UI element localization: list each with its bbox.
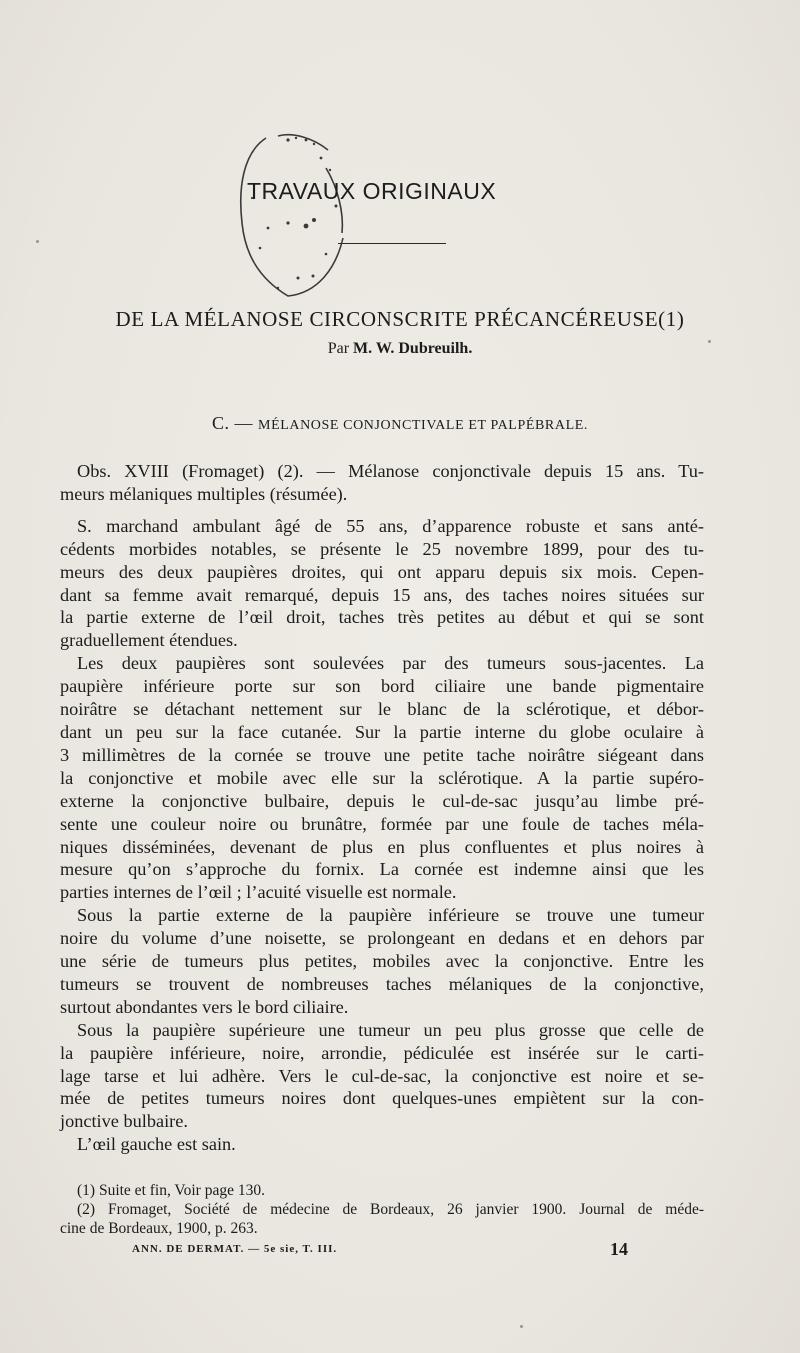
body-line: surtout abondantes vers le bord ciliaire. — [60, 996, 349, 1017]
body-line: S. marchand ambulant âgé de 55 ans, d’apparence robuste et sans anté- — [77, 515, 704, 536]
section-title: TRAVAUX ORIGINAUX — [247, 178, 497, 204]
subheading-prefix: C. — — [212, 413, 254, 433]
body-line: parties internes de l’œil ; l’acuité visuelle est normale. — [60, 882, 457, 903]
footnote: (1) Suite et fin, Voir page 130. — [77, 1182, 265, 1199]
body-line: meurs des deux paupières droites, qui ont apparu depuis six mois. Cepen- — [60, 561, 704, 582]
body-line: jonctive bulbaire. — [60, 1111, 188, 1132]
footnotes — [60, 1181, 704, 1238]
body-line: Les deux paupières sont soulevées par des tumeurs sous-jacentes. La — [77, 653, 704, 674]
body-line: dant sa femme avait remarqué, depuis 15 ans, des taches noires situées sur — [60, 584, 704, 605]
body-line: sente une couleur noire ou brunâtre, formée par une foule de taches méla- — [60, 813, 704, 834]
page-number: 14 — [610, 1239, 628, 1259]
body-line: noirâtre se détachant nettement sur le blanc de la sclérotique, et débor- — [60, 699, 704, 720]
subheading — [0, 413, 800, 434]
body-line: lage tarse et lui adhère. Vers le cul-de-sac, la conjonctive est noire et se- — [60, 1065, 704, 1086]
body-line: cédents morbides notables, se présente le 25 novembre 1899, pour des tu- — [60, 538, 704, 559]
footnote: cine de Bordeaux, 1900, p. 263. — [60, 1220, 258, 1237]
body-line: dant un peu sur la face cutanée. Sur la partie interne du globe oculaire à — [60, 721, 704, 742]
library-stamp — [218, 128, 358, 308]
footnote: (2) Fromaget, Société de médecine de Bordeaux, 26 janvier 1900. Journal de méde- — [77, 1201, 704, 1218]
author-name: M. W. Dubreuilh. — [353, 340, 473, 357]
body-line: meurs mélaniques multiples (résumée). — [60, 483, 348, 504]
body-line: mée de petites tumeurs noires dont quelques-unes empiètent sur la con- — [60, 1088, 704, 1109]
body-line: la partie externe de l’œil droit, taches très petites au début et qui se sont — [60, 607, 704, 628]
title-rule — [338, 243, 446, 244]
body-line: Sous la partie externe de la paupière inférieure se trouve une tumeur — [77, 905, 704, 926]
body-line: niques disséminées, devenant de plus en plus confluentes et plus noires à — [60, 836, 704, 857]
byline-prefix: Par — [327, 340, 350, 357]
body-line: la conjonctive et mobile avec elle sur la sclérotique. A la partie supéro- — [60, 767, 704, 788]
byline — [0, 340, 800, 358]
body-line: externe la conjonctive bulbaire, depuis le cul-de-sac jusqu’au limbe pré- — [60, 790, 704, 811]
paper-speck — [36, 240, 39, 243]
paper-speck — [708, 340, 711, 343]
body-line: noire du volume d’une noisette, se prolongeant en dedans et en dehors par — [60, 928, 704, 949]
subheading-text: MÉLANOSE CONJONCTIVALE ET PALPÉBRALE. — [258, 418, 588, 433]
paper-speck — [520, 1325, 523, 1328]
body-line: graduellement étendues. — [60, 630, 238, 651]
body-line: 3 millimètres de la cornée se trouve une petite tache noirâtre siégeant dans — [60, 744, 704, 765]
body-line: Sous la paupière supérieure une tumeur un peu plus grosse que celle de — [77, 1019, 704, 1040]
article-title: DE LA MÉLANOSE CIRCONSCRITE PRÉCANCÉREUSE(1) — [115, 307, 685, 331]
body-line: tumeurs se trouvent de nombreuses taches mélaniques de la conjonctive, — [60, 973, 704, 994]
article-body — [60, 460, 704, 1156]
body-line: la paupière inférieure, noire, arrondie, pédiculée est insérée sur le carti- — [60, 1042, 704, 1063]
body-line: paupière inférieure porte sur son bord ciliaire une bande pigmentaire — [60, 676, 704, 697]
stamp-icon — [218, 128, 358, 308]
running-footer: ANN. DE DERMAT. — 5e sie, T. III. — [132, 1243, 338, 1255]
body-line: mesure qu’on s’approche du fornix. La cornée est indemne ainsi que les — [60, 859, 704, 880]
body-line: Obs. XVIII (Fromaget) (2). — Mélanose conjonctivale depuis 15 ans. Tu- — [77, 461, 704, 481]
body-line: L’œil gauche est sain. — [77, 1134, 236, 1155]
body-line: une série de tumeurs plus petites, mobiles avec la conjonctive. Entre les — [60, 951, 704, 972]
